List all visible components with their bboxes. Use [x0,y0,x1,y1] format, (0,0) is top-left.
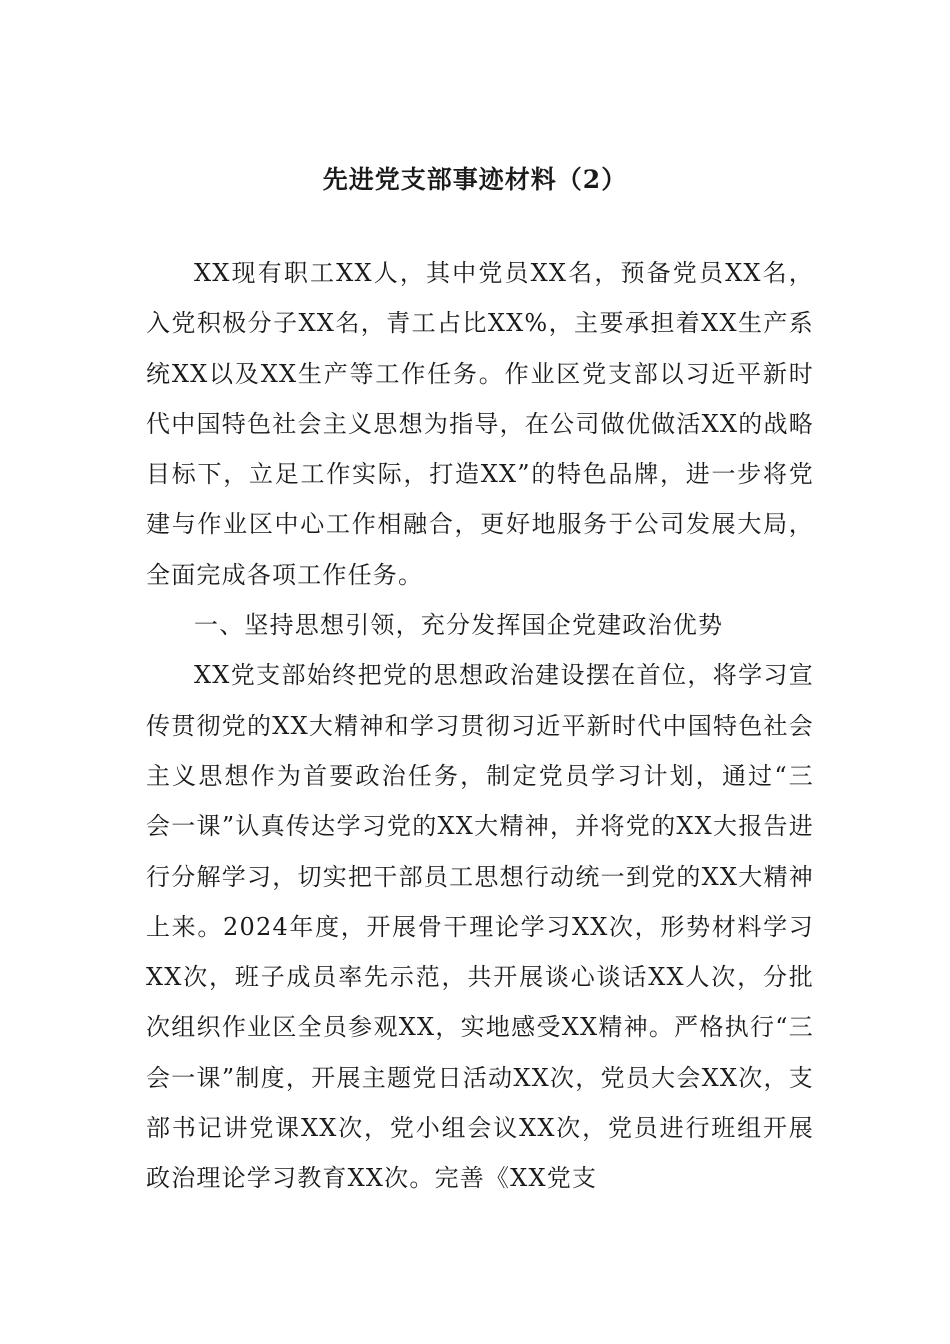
paragraph-section-1: XX党支部始终把党的思想政治建设摆在首位，将学习宣传贯彻党的XX大精神和学习贯彻习近平新时代中国特色社会主义思想作为首要政治任务，制定党员学习计划，通过“三会一课”认真传达学习党的XX大精神，并将党的XX大报告进行分解学习，切实把干部员工思想行动统一到党的XX大精神上来。2024年度，开展骨干理论学习XX次，形势材料学习XX次，班子成员率先示范，共开展谈心谈话XX人次，分批次组织作业区全员参观XX，实地感受XX精神。严格执行“三会一课”制度，开展主题党日活动XX次，党员大会XX次，支部书记讲党课XX次，党小组会议XX次，党员进行班组开展政治理论学习教育XX次。完善《XX党支 [146,661,814,1193]
document-title: 先进党支部事迹材料（2） [322,165,628,194]
paragraph-intro: XX现有职工XX人，其中党员XX名，预备党员XX名，入党积极分子XX名，青工占比XX%，主要承担着XX生产系统XX以及XX生产等工作任务。作业区党支部以习近平新时代中国特色社会主义思想为指导，在公司做优做活XX的战略目标下，立足工作实际，打造XX”的特色品牌，进一步将党建与作业区中心工作相融合，更好地服务于公司发展大局，全面完成各项工作任务。 [146,259,814,589]
document-body [146,248,814,1204]
section-heading-1: 一、坚持思想引领，充分发挥国企党建政治优势 [194,611,724,640]
